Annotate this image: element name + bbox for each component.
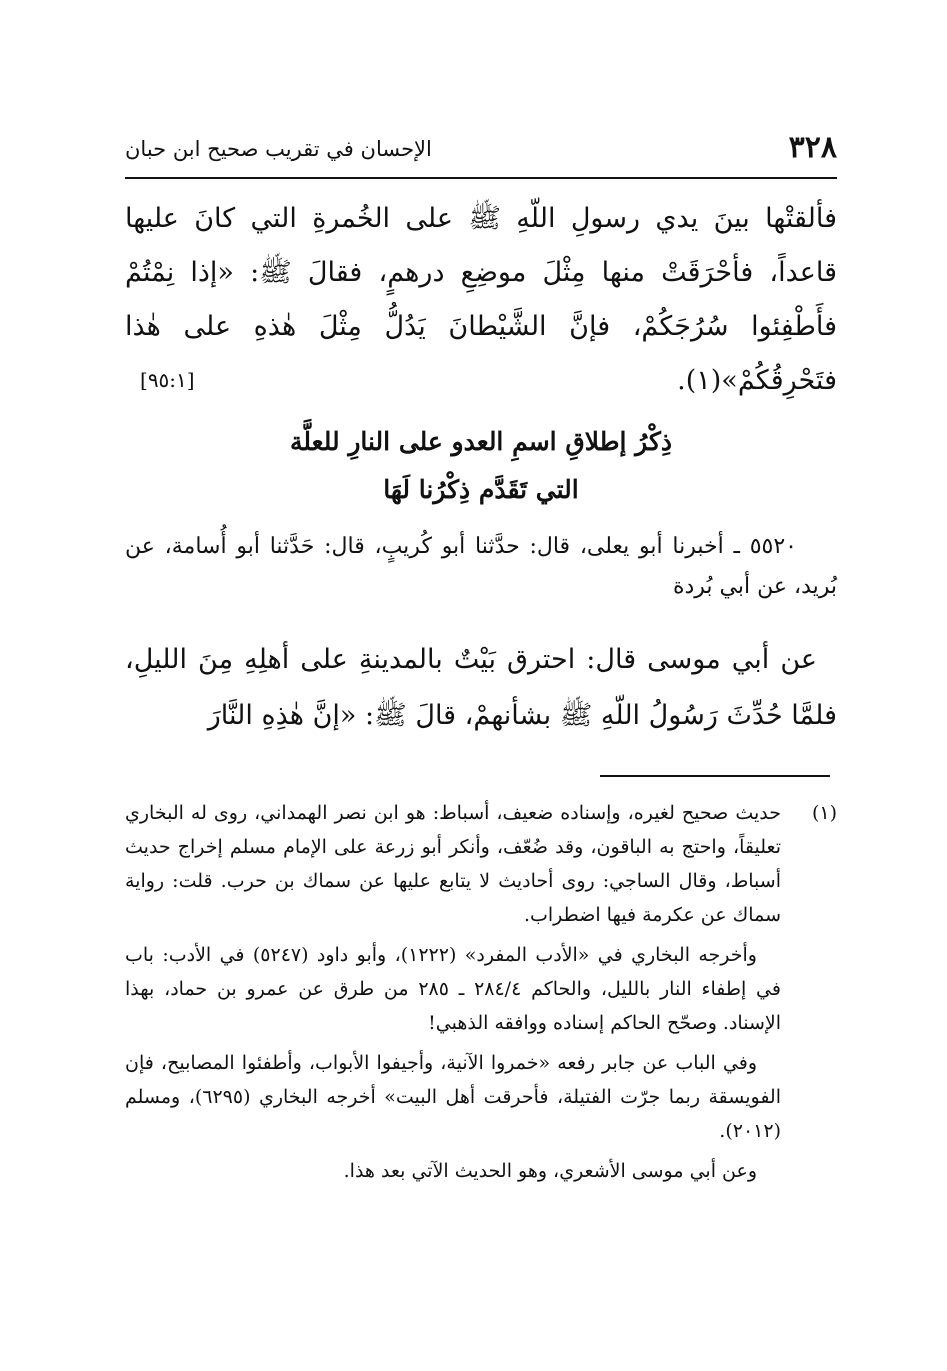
running-title: الإحسان في تقريب صحيح ابن حبان bbox=[125, 137, 432, 161]
matn-text: عن أبي موسى قال: احترق بَيْتٌ بالمدينةِ على أهلِهِ مِنَ الليلِ، فلمَّا حُدِّثَ رَسُولُ اللّهِ ﷺ بشأنهمْ، قالَ ﷺ: «إنَّ هٰذِهِ النَّارَ bbox=[125, 644, 837, 731]
page-header bbox=[125, 128, 837, 174]
isnad-chain bbox=[125, 527, 837, 607]
footnote-paragraph-3: وفي الباب عن جابر رفعه «خمروا الآنية، وأجيفوا الأبواب، وأطفئوا المصابيح، فإن الفويسقة ربما جرّت الفتيلة، فأحرقت أهل البيت» أخرجه البخاري (٦٢٩٥)، ومسلم (٢٠١٢). bbox=[125, 1052, 781, 1142]
chapter-heading-line-2: التي تَقَدَّم ذِكْرُنا لَهَا bbox=[383, 475, 579, 504]
page-number: ٣٢٨ bbox=[788, 130, 837, 165]
footnote-paragraph-2: وأخرجه البخاري في «الأدب المفرد» (١٢٢٢)، وأبو داود (٥٢٤٧) في الأدب: باب في إطفاء النار بالليل، والحاكم ٢٨٤/٤ ـ ٢٨٥ من طرق عن عمرو بن حماد، بهذا الإسناد. وصحّح الحاكم إسناده ووافقه الذهبي! bbox=[125, 944, 781, 1034]
chapter-heading bbox=[125, 418, 837, 514]
reference-mark: [٩٥:١] bbox=[140, 368, 195, 392]
footnote-text-1: حديث صحيح لغيره، وإسناده ضعيف، أسباط: هو ابن نصر الهمداني، روى له البخاري تعليقاً، واحتج به الباقون، وقد ضُعّف، وأنكر أبو زرعة على الإمام مسلم إخراج حديث أسباط، وقال الساجي: روى أحاديث لا يتابع عليها عن سماك بن حرب. قلت: رواية سماك عن عكرمة فيها اضطراب. bbox=[125, 802, 781, 926]
footnotes bbox=[125, 796, 837, 1194]
hadith-continuation-text: فألقتْها بينَ يدي رسولِ اللّهِ ﷺ على الخُمرةِ التي كانَ عليها قاعداً، فأحْرَقَتْ منها مِثْلَ موضِعِ درهمٍ، فقالَ ﷺ: «إذا نِمْتُمْ فأَطْفِئوا سُرُجَكُمْ، فإنَّ الشَّيْطانَ يَدُلُّ مِثْلَ هٰذهِ على هٰذا فتَحْرِقُكُمْ»(١). bbox=[125, 203, 837, 396]
footnote-paragraph-1 bbox=[125, 796, 837, 932]
footnote-number: (١) bbox=[811, 802, 837, 824]
header-rule bbox=[125, 177, 837, 179]
isnad-text: ٥٥٢٠ ـ أخبرنا أبو يعلى، قال: حدَّثنا أبو كُريبٍ، قال: حَدَّثنا أبو أُسامة، عن بُريد، عن أبي بُردة bbox=[125, 534, 837, 599]
footnote-separator bbox=[600, 775, 830, 777]
footnote-paragraph-4: وعن أبي موسى الأشعري، وهو الحديث الآتي بعد هذا. bbox=[343, 1160, 757, 1182]
hadith-continuation bbox=[125, 192, 837, 408]
hadith-text bbox=[125, 632, 837, 744]
chapter-heading-line-1: ذِكْرُ إطلاقِ اسمِ العدو على النارِ للعلَّة bbox=[289, 427, 673, 456]
